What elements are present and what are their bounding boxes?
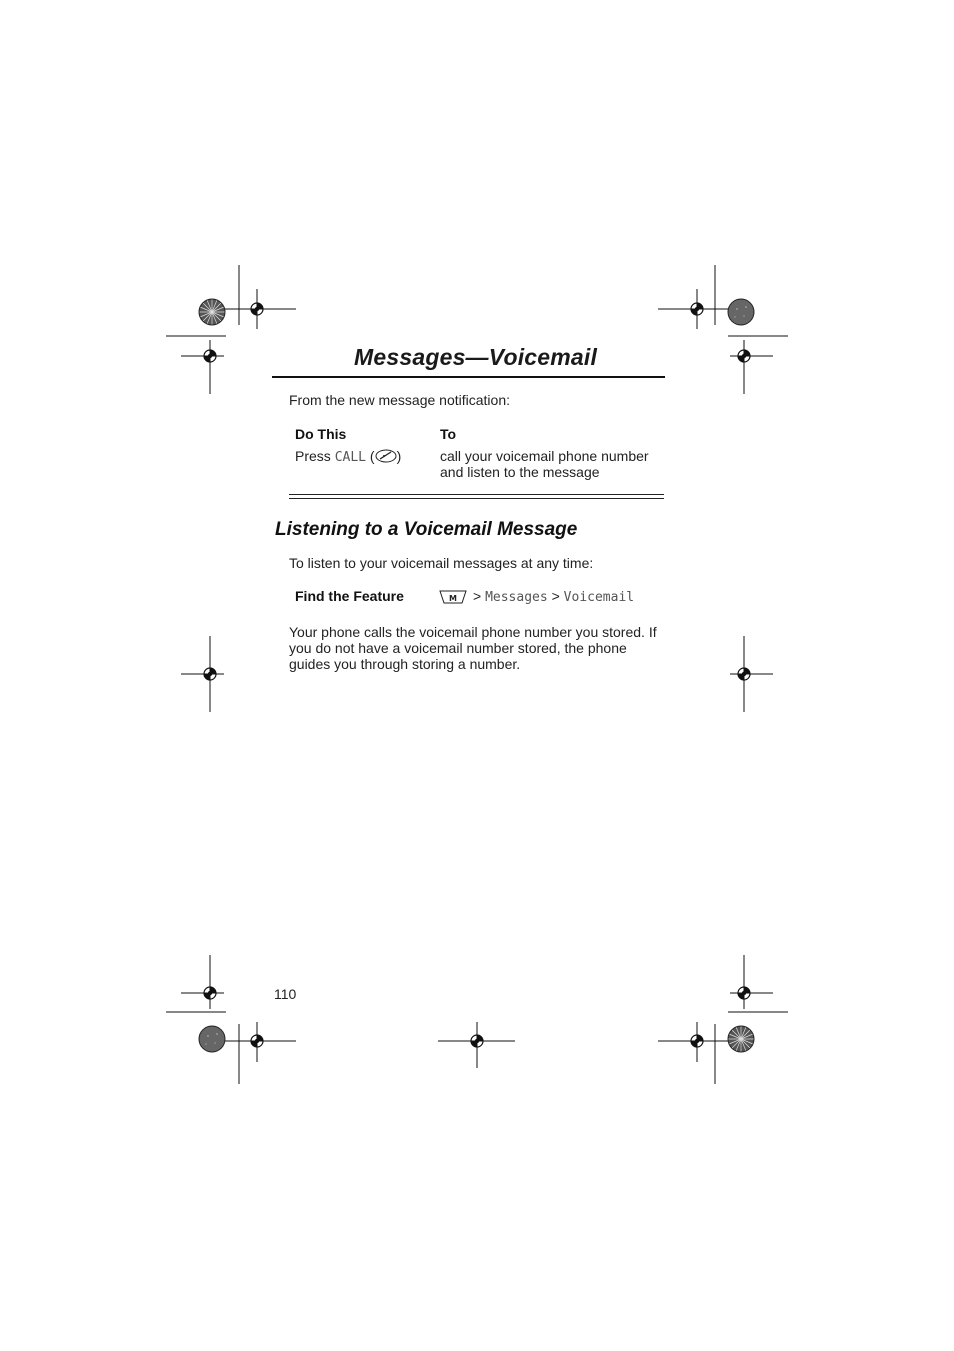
header-to: To: [440, 426, 457, 442]
menu-item-voicemail: Voicemail: [563, 590, 635, 605]
title-rule: [272, 376, 665, 378]
path-separator-1: >: [473, 588, 486, 604]
menu-key-icon: [439, 590, 467, 607]
open-paren: (: [366, 448, 375, 464]
find-feature-label: Find the Feature: [295, 588, 404, 604]
path-separator-2: >: [547, 588, 564, 604]
page-title: Messages—Voicemail: [354, 344, 598, 370]
body-paragraph: Your phone calls the voicemail phone number you stored. If you do not have a voicemail number stored, the phone guides you through storing a number.: [289, 624, 657, 672]
intro-text: From the new message notification:: [289, 392, 510, 408]
menu-item-messages: Messages: [485, 590, 548, 605]
menu-key-letter: M: [449, 594, 457, 603]
call-key-icon: [375, 449, 397, 466]
section-lead: To listen to your voicemail messages at any time:: [289, 555, 594, 571]
header-do-this: Do This: [295, 426, 347, 442]
page-number: 110: [274, 986, 297, 1002]
table-end-rule: [289, 494, 664, 499]
press-text: Press: [295, 448, 335, 464]
call-key-label: CALL: [334, 450, 366, 465]
row-action: [295, 448, 401, 466]
find-the-feature: [295, 588, 665, 608]
menu-path: [439, 588, 634, 607]
close-paren: ): [396, 448, 402, 464]
section-heading: Listening to a Voicemail Message: [275, 519, 578, 540]
row-result: call your voicemail phone number and listen to the message: [440, 448, 649, 480]
